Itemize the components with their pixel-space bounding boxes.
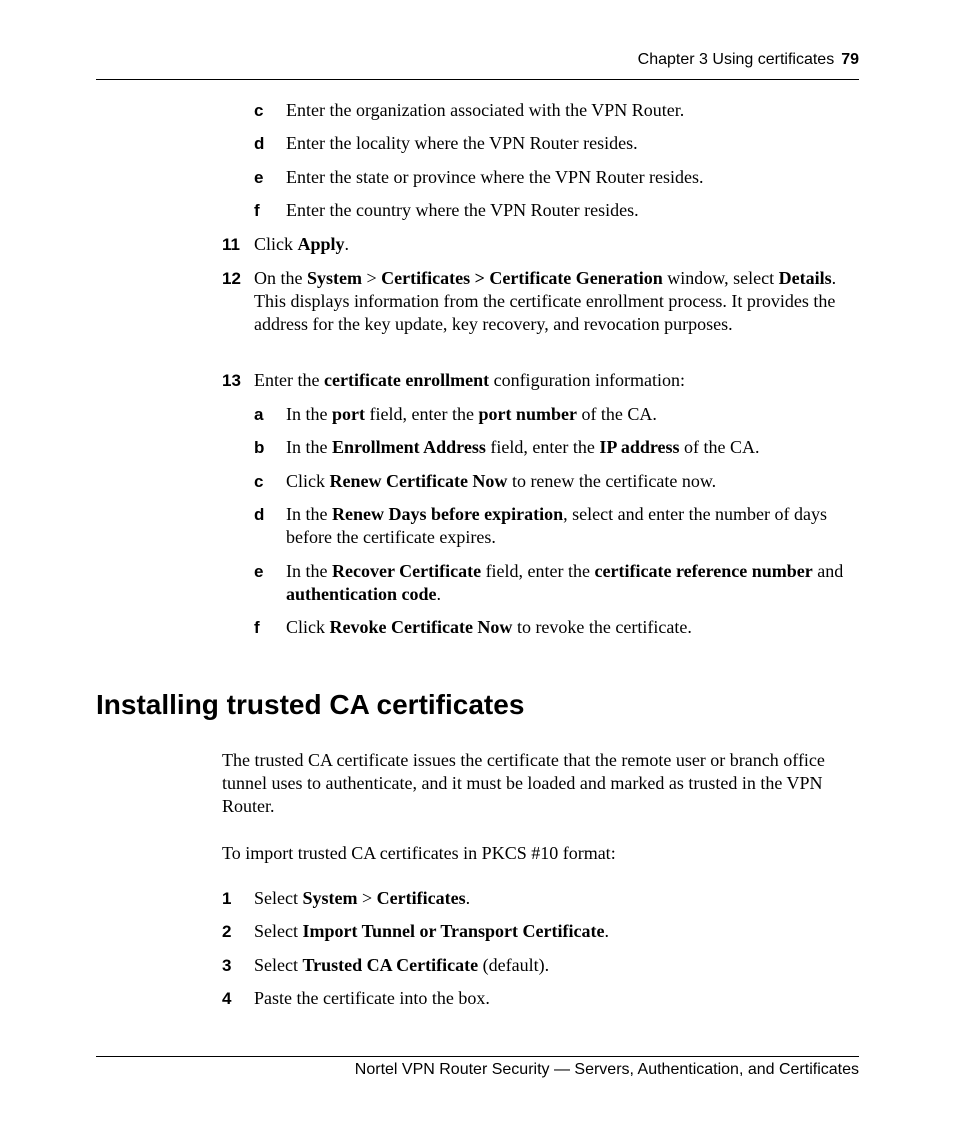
page-number: 79 xyxy=(841,51,859,68)
list-item xyxy=(254,470,858,493)
procedure-lead: To import trusted CA certificates in PKCS #10 format: xyxy=(222,843,616,863)
item-text: In the Enrollment Address field, enter the IP address of the CA. xyxy=(286,437,760,457)
list-item xyxy=(254,436,858,459)
list-item xyxy=(254,503,858,549)
step-text: Enter the certificate enrollment configuration information: xyxy=(254,370,686,390)
ui-term: authentication code xyxy=(286,584,437,604)
item-text: Click Renew Certificate Now to renew the certificate now. xyxy=(286,471,717,491)
ui-term: Renew Certificate Now xyxy=(329,471,508,491)
ui-term: System xyxy=(302,888,358,908)
ui-term: port number xyxy=(478,404,577,424)
item-marker: c xyxy=(254,101,264,120)
step-item xyxy=(222,267,858,336)
header-chapter: Chapter 3 Using certificates xyxy=(637,51,835,68)
ui-term: port xyxy=(331,404,365,424)
ui-term: Certificates xyxy=(376,888,466,908)
step-item xyxy=(222,887,858,910)
item-text: Enter the country where the VPN Router resides. xyxy=(286,200,639,220)
step-number: 3 xyxy=(222,956,232,975)
item-text: Enter the organization associated with the VPN Router. xyxy=(286,100,685,120)
step-text: Select Trusted CA Certificate (default). xyxy=(254,955,550,975)
list-item xyxy=(254,403,858,426)
step-item xyxy=(222,987,858,1010)
item-marker: b xyxy=(254,438,265,457)
ui-term: Recover Certificate xyxy=(331,561,482,581)
item-marker: a xyxy=(254,405,264,424)
step-number: 2 xyxy=(222,922,232,941)
step-number: 13 xyxy=(222,371,241,390)
step-number: 12 xyxy=(222,269,241,288)
step-text: Select Import Tunnel or Transport Certificate. xyxy=(254,921,609,941)
list-item xyxy=(254,99,858,122)
ui-term: Trusted CA Certificate xyxy=(302,955,479,975)
ui-term: Renew Days before expiration xyxy=(331,504,564,524)
step-number: 11 xyxy=(222,235,240,254)
step-text: On the System > Certificates > Certificate Generation window, select Details. This displays information from the certificate enrollment process. It provides the address for the key update, key recovery, and revocation purposes. xyxy=(254,268,837,334)
footer-text: Nortel VPN Router Security — Servers, Authentication, and Certificates xyxy=(354,1061,859,1078)
item-marker: f xyxy=(254,201,260,220)
item-text: In the Recover Certificate field, enter the certificate reference number and authentication code. xyxy=(286,561,844,604)
ui-term: certificate enrollment xyxy=(323,370,490,390)
ui-term: Details xyxy=(778,268,832,288)
step-number: 4 xyxy=(222,989,232,1008)
item-text: Click Revoke Certificate Now to revoke the certificate. xyxy=(286,617,692,637)
step-text: Select System > Certificates. xyxy=(254,888,471,908)
step-text: Click Apply. xyxy=(254,234,350,254)
ui-term: Apply xyxy=(297,234,345,254)
ui-term: System xyxy=(307,268,362,288)
ui-term: certificate reference number xyxy=(594,561,813,581)
list-item xyxy=(254,616,858,639)
page-header xyxy=(96,50,859,80)
ui-term: Enrollment Address xyxy=(331,437,486,457)
intro-paragraph: The trusted CA certificate issues the certificate that the remote user or branch office tunnel uses to authenticate, and it must be loaded and marked as trusted in the VPN Router. xyxy=(222,750,825,816)
step-item xyxy=(222,369,858,392)
item-text: In the Renew Days before expiration, select and enter the number of days before the certificate expires. xyxy=(286,504,828,547)
page-footer xyxy=(96,1056,859,1078)
item-marker: f xyxy=(254,618,260,637)
item-text: Enter the locality where the VPN Router resides. xyxy=(286,133,638,153)
ui-term: Certificates > Certificate Generation xyxy=(381,268,663,288)
ui-term: IP address xyxy=(599,437,680,457)
item-marker: e xyxy=(254,562,264,581)
list-item xyxy=(254,560,858,606)
item-text: Enter the state or province where the VPN Router resides. xyxy=(286,167,704,187)
list-item xyxy=(254,199,858,222)
step-text: Paste the certificate into the box. xyxy=(254,988,490,1008)
item-text: In the port field, enter the port number of the CA. xyxy=(286,404,657,424)
item-marker: d xyxy=(254,134,265,153)
ui-term: Import Tunnel or Transport Certificate xyxy=(302,921,605,941)
step-item xyxy=(222,233,858,256)
list-item xyxy=(254,166,858,189)
step-item xyxy=(222,920,858,943)
step-number: 1 xyxy=(222,889,232,908)
item-marker: e xyxy=(254,168,264,187)
ui-term: Revoke Certificate Now xyxy=(329,617,513,637)
list-item xyxy=(254,132,858,155)
section-heading: Installing trusted CA certificates xyxy=(96,689,525,720)
step-item xyxy=(222,954,858,977)
item-marker: d xyxy=(254,505,265,524)
item-marker: c xyxy=(254,472,264,491)
